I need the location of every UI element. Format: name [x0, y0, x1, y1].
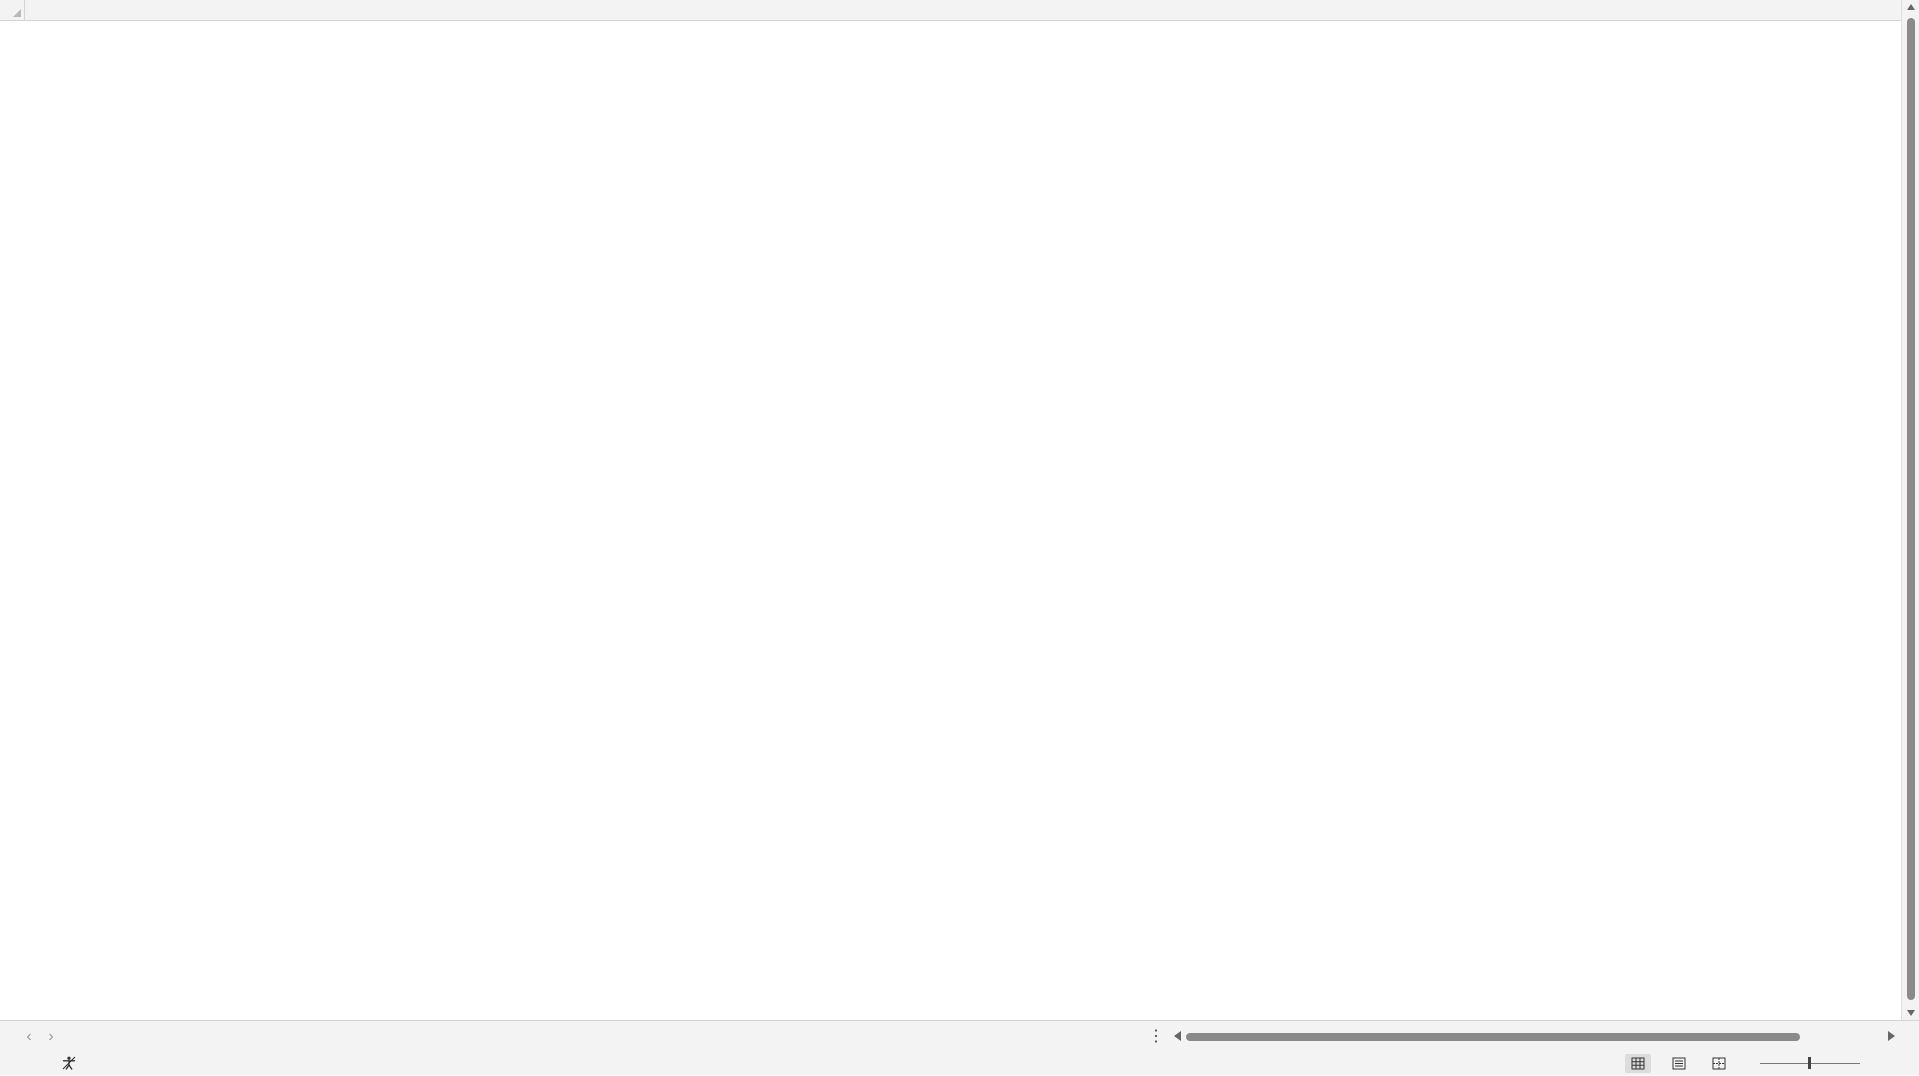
horizontal-scroll-thumb[interactable]: [1186, 1033, 1800, 1041]
page-break-view-button[interactable]: [1706, 1054, 1732, 1073]
page-break-icon: [1706, 1054, 1732, 1073]
page-layout-view-button[interactable]: [1666, 1054, 1692, 1073]
next-sheet-icon[interactable]: ›: [48, 1028, 54, 1045]
normal-view-button[interactable]: [1625, 1054, 1651, 1073]
accessibility-icon[interactable]: [62, 1056, 76, 1070]
scroll-down-arrow-icon[interactable]: [1907, 1010, 1915, 1016]
scroll-left-arrow-icon[interactable]: [1174, 1031, 1181, 1041]
vertical-scrollbar[interactable]: [1901, 0, 1919, 1020]
add-sheet-button[interactable]: [920, 1025, 944, 1049]
more-options-icon[interactable]: ⋮: [1148, 1028, 1164, 1045]
select-all-triangle-icon: [13, 9, 21, 17]
page-layout-icon: [1666, 1054, 1692, 1073]
status-bar: [0, 1052, 1919, 1075]
normal-view-icon: [1625, 1054, 1651, 1073]
sheet-tab-bar: [0, 1020, 1919, 1053]
select-all-corner[interactable]: [0, 0, 25, 20]
vertical-scroll-thumb[interactable]: [1907, 18, 1915, 1000]
horizontal-scrollbar[interactable]: [1184, 1031, 1884, 1043]
scroll-right-arrow-icon[interactable]: [1888, 1031, 1895, 1041]
cell-grid[interactable]: [24, 20, 1901, 1019]
scroll-up-arrow-icon[interactable]: [1907, 4, 1915, 10]
zoom-slider-knob[interactable]: [1808, 1057, 1811, 1069]
previous-sheet-icon[interactable]: ‹: [26, 1028, 32, 1045]
column-header-bar: [0, 0, 1901, 21]
